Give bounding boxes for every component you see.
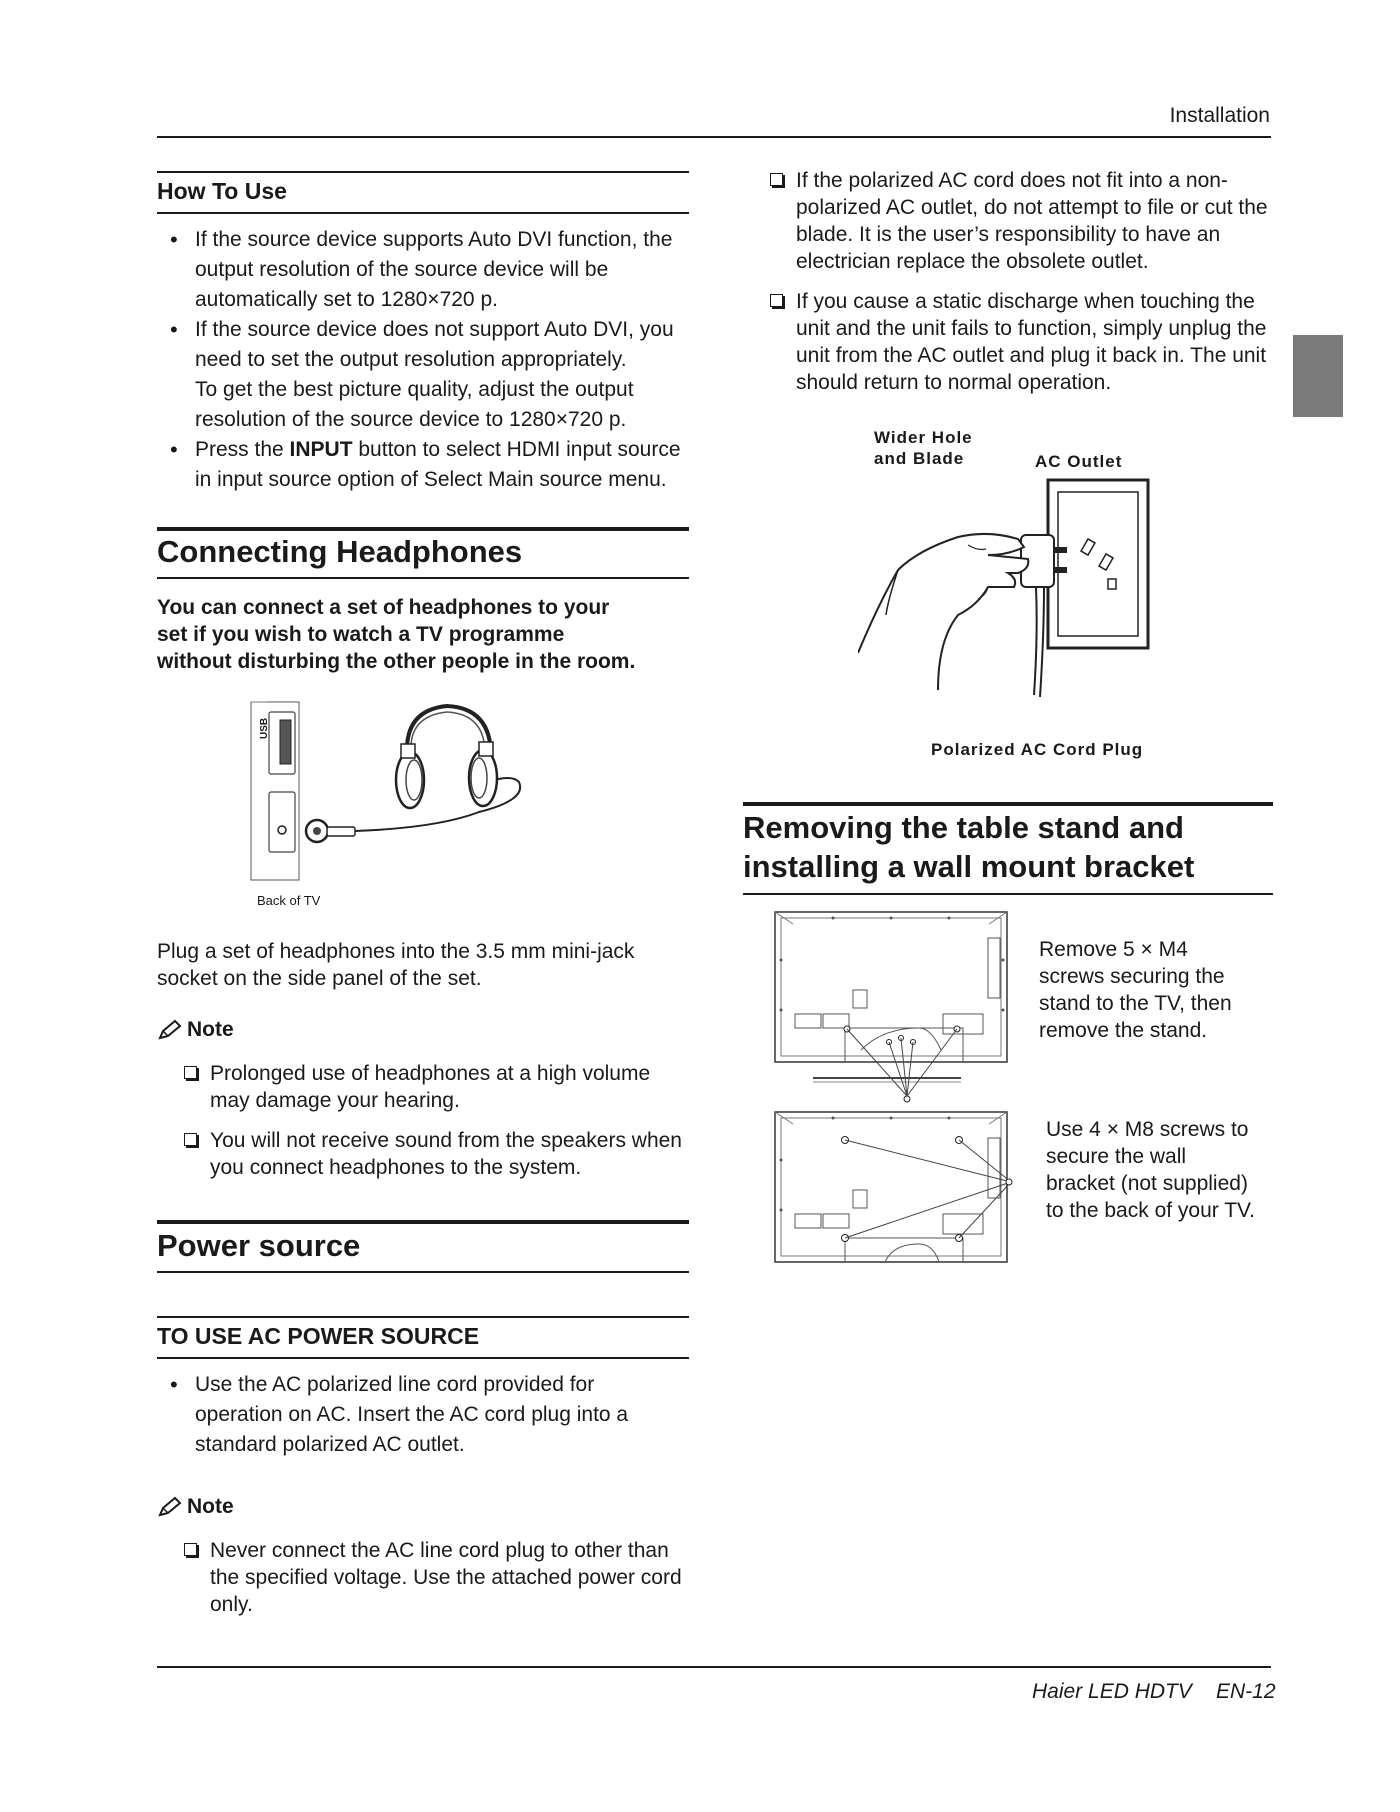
wall-mount-title-line2: installing a wall mount bracket — [743, 849, 1195, 884]
input-button-name: INPUT — [289, 438, 353, 461]
headphones-top-rule — [157, 527, 689, 531]
headphones-bottom-rule — [157, 577, 689, 579]
list-item — [770, 167, 1270, 275]
list-item — [184, 1127, 689, 1181]
wider-hole-label — [874, 427, 973, 469]
wall-mount-bottom-rule — [743, 893, 1273, 895]
ac-power-subtitle: TO USE AC POWER SOURCE — [157, 1323, 480, 1349]
wider-hole-line1: Wider Hole — [874, 428, 973, 447]
header-rule — [157, 136, 1271, 138]
checkbox-square-icon — [184, 1066, 197, 1079]
power-top-rule — [157, 1220, 689, 1224]
ac-bottom-rule — [157, 1357, 689, 1359]
list-item — [157, 315, 689, 435]
wider-hole-line2: and Blade — [874, 449, 965, 468]
how-to-use-list — [157, 225, 689, 495]
back-of-tv-caption: Back of TV — [257, 893, 321, 908]
polarized-plug-caption: Polarized AC Cord Plug — [931, 740, 1144, 759]
header-section-title: Installation — [1169, 104, 1270, 127]
checkbox-square-icon — [770, 173, 783, 186]
wall-mount-title-line1: Removing the table stand and — [743, 810, 1184, 845]
headphones-title: Connecting Headphones — [157, 534, 523, 569]
note-label: Note — [187, 1495, 234, 1518]
wall-mount-step2: Use 4 × M8 screws to secure the wall bracket (not supplied) to the back of your TV. — [1046, 1118, 1255, 1222]
input-text-pre: Press the — [195, 438, 290, 461]
list-item — [770, 288, 1270, 396]
power-list — [157, 1370, 657, 1460]
tv-back-stand-figure — [773, 910, 1013, 1110]
power-bottom-rule — [157, 1271, 689, 1273]
footer-rule — [157, 1666, 1271, 1668]
how-to-use-bottom-rule — [157, 212, 689, 214]
power-note — [157, 1495, 234, 1519]
list-item-text: If the polarized AC cord does not fit into a non-polarized AC outlet, do not attempt to file or cut the blade. It is the user’s responsibility to have an electrician replace the obsolete outlet. — [796, 169, 1268, 273]
power-title: Power source — [157, 1228, 361, 1263]
checkbox-square-icon — [184, 1133, 197, 1146]
usb-port-label: USB — [259, 717, 270, 739]
headphones-figure — [247, 700, 567, 910]
side-thumb-tab — [1293, 335, 1343, 417]
footer-page-number: EN-12 — [1216, 1680, 1276, 1703]
list-item-text: If the source device does not support Auto DVI, you need to set the output resolution appropriately. — [195, 318, 674, 371]
headphones-notes-list — [184, 1060, 689, 1194]
headphones-intro: You can connect a set of headphones to your set if you wish to watch a TV programme without disturbing the other people in the room. — [157, 596, 636, 673]
wall-mount-top-rule — [743, 802, 1273, 806]
headphones-body: Plug a set of headphones into the 3.5 mm mini-jack socket on the side panel of the set. — [157, 940, 635, 990]
list-item-text: If you cause a static discharge when touching the unit and the unit fails to function, simply unplug the unit from the AC outlet and plug it back in. The unit should return to normal operation. — [796, 290, 1267, 394]
list-item: • If the source device supports Auto DVI function, the output resolution of the source device will be automatically set to 1280×720 p. — [157, 225, 689, 315]
ac-outlet-figure — [858, 475, 1158, 705]
list-item-text: You will not receive sound from the speakers when you connect headphones to the system. — [210, 1129, 682, 1179]
pencil-icon — [157, 1019, 183, 1041]
list-item — [184, 1537, 689, 1618]
checkbox-square-icon — [770, 294, 783, 307]
note-label: Note — [187, 1018, 234, 1041]
power-notes-list — [184, 1537, 689, 1631]
footer-product: Haier LED HDTV — [1032, 1680, 1192, 1703]
input-text-post: button to select HDMI input source in input source option of Select Main source menu. — [195, 438, 681, 491]
checkbox-square-icon — [184, 1543, 197, 1556]
wall-mount-step1: Remove 5 × M4 screws securing the stand to the TV, then remove the stand. — [1039, 938, 1232, 1042]
headphones-note — [157, 1018, 234, 1042]
list-item-text: Prolonged use of headphones at a high volume may damage your hearing. — [210, 1062, 651, 1112]
list-item-text: Never connect the AC line cord plug to other than the specified voltage. Use the attached power cord only. — [210, 1539, 682, 1616]
ac-top-rule — [157, 1316, 689, 1318]
list-item: • Use the AC polarized line cord provided for operation on AC. Insert the AC cord plug into a standard polarized AC outlet. — [157, 1370, 657, 1460]
ac-cord-notes-list — [770, 167, 1270, 409]
list-item-subtext: To get the best picture quality, adjust the output resolution of the source device to 1280×720 p. — [195, 378, 634, 431]
pencil-icon — [157, 1496, 183, 1518]
list-item — [157, 435, 689, 495]
ac-outlet-label: AC Outlet — [1035, 452, 1123, 471]
list-item — [184, 1060, 689, 1114]
how-to-use-top-rule — [157, 171, 689, 173]
how-to-use-title: How To Use — [157, 178, 287, 204]
wall-mount-title — [743, 808, 1194, 886]
tv-back-bracket-figure — [773, 1110, 1013, 1275]
